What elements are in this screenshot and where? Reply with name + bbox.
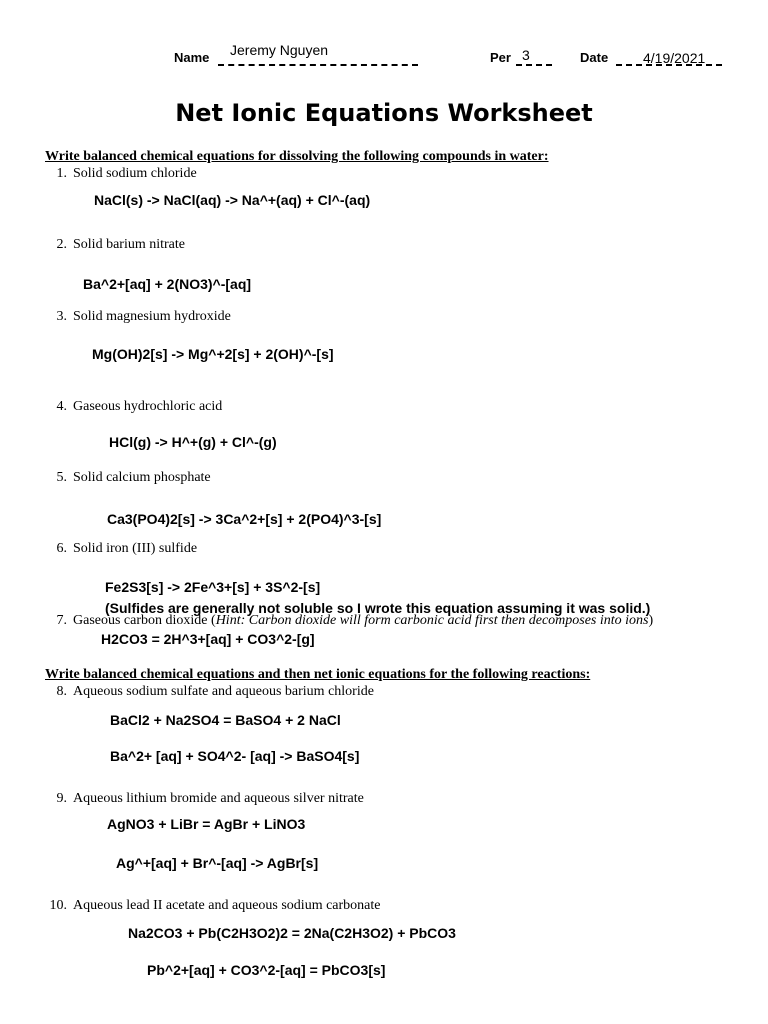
answer-4[interactable]: HCl(g) -> H^+(g) + Cl^-(g): [109, 434, 277, 450]
name-line: [218, 64, 418, 66]
answer-7[interactable]: H2CO3 = 2H^3+[aq] + CO3^2-[g]: [101, 631, 315, 647]
question-number: 8.: [56, 684, 67, 699]
question-text: Aqueous sodium sulfate and aqueous barium chloride: [73, 684, 374, 699]
name-label: Name: [174, 50, 210, 65]
answer-2[interactable]: Ba^2+[aq] + 2(NO3)^-[aq]: [83, 276, 252, 292]
question-number: 3.: [56, 309, 67, 324]
question-number: 6.: [56, 541, 67, 556]
answer-6[interactable]: Fe2S3[s] -> 2Fe^3+[s] + 3S^2-[s]: [105, 579, 321, 595]
question-9: [45, 791, 364, 807]
question-text: Solid magnesium hydroxide: [73, 309, 231, 324]
per-field[interactable]: 3: [522, 47, 530, 63]
question-3: [45, 309, 231, 325]
question-6: [45, 541, 197, 557]
date-field[interactable]: 4/19/2021: [643, 50, 706, 66]
answer-8-net-ionic[interactable]: Ba^2+ [aq] + SO4^2- [aq] -> BaSO4[s]: [110, 748, 360, 764]
answer-1[interactable]: NaCl(s) -> NaCl(aq) -> Na^+(aq) + Cl^-(aq): [94, 192, 371, 208]
answer-9-net-ionic[interactable]: Ag^+[aq] + Br^-[aq] -> AgBr[s]: [116, 855, 319, 871]
section-heading-reactions: Write balanced chemical equations and then net ionic equations for the following reactions:: [45, 667, 591, 682]
question-5: [45, 470, 211, 486]
question-number: 1.: [56, 166, 67, 181]
question-text-end: ): [648, 613, 654, 628]
question-text: Solid barium nitrate: [73, 237, 185, 252]
name-field[interactable]: Jeremy Nguyen: [230, 42, 329, 58]
answer-9-balanced[interactable]: AgNO3 + LiBr = AgBr + LiNO3: [107, 816, 306, 832]
question-number: 7.: [56, 613, 67, 628]
page-title: Net Ionic Equations Worksheet: [175, 99, 593, 127]
per-label: Per: [490, 50, 511, 65]
question-text: Gaseous hydrochloric acid: [73, 399, 223, 414]
question-number: 5.: [56, 470, 67, 485]
question-number: 2.: [56, 237, 67, 252]
answer-10-net-ionic[interactable]: Pb^2+[aq] + CO3^2-[aq] = PbCO3[s]: [147, 962, 386, 978]
answer-5[interactable]: Ca3(PO4)2[s] -> 3Ca^2+[s] + 2(PO4)^3-[s]: [107, 511, 382, 527]
question-10: [45, 898, 381, 914]
answer-8-balanced[interactable]: BaCl2 + Na2SO4 = BaSO4 + 2 NaCl: [110, 712, 341, 728]
question-1: [45, 166, 197, 182]
answer-6-note[interactable]: (Sulfides are generally not soluble so I wrote this equation assuming it was solid.): [105, 600, 651, 616]
per-line: [516, 64, 552, 66]
date-label: Date: [580, 50, 609, 65]
question-4: [45, 399, 222, 415]
answer-10-balanced[interactable]: Na2CO3 + Pb(C2H3O2)2 = 2Na(C2H3O2) + PbCO3: [128, 925, 456, 941]
question-number: 10.: [49, 898, 67, 913]
question-number: 4.: [56, 399, 67, 414]
section-heading-dissolving: Write balanced chemical equations for dissolving the following compounds in water:: [45, 149, 549, 164]
question-text: Gaseous carbon dioxide (: [73, 613, 216, 628]
question-hint: Hint: Carbon dioxide will form carbonic acid first then decomposes into ions: [215, 613, 649, 628]
question-7: [45, 613, 653, 629]
question-text: Solid calcium phosphate: [73, 470, 211, 485]
question-text: Aqueous lithium bromide and aqueous silver nitrate: [73, 791, 364, 806]
question-text: Solid iron (III) sulfide: [73, 541, 198, 556]
question-2: [45, 237, 185, 253]
question-text: Solid sodium chloride: [73, 166, 197, 181]
question-number: 9.: [56, 791, 67, 806]
question-text: Aqueous lead II acetate and aqueous sodium carbonate: [73, 898, 381, 913]
question-8: [45, 684, 374, 700]
answer-3[interactable]: Mg(OH)2[s] -> Mg^+2[s] + 2(OH)^-[s]: [92, 346, 334, 362]
